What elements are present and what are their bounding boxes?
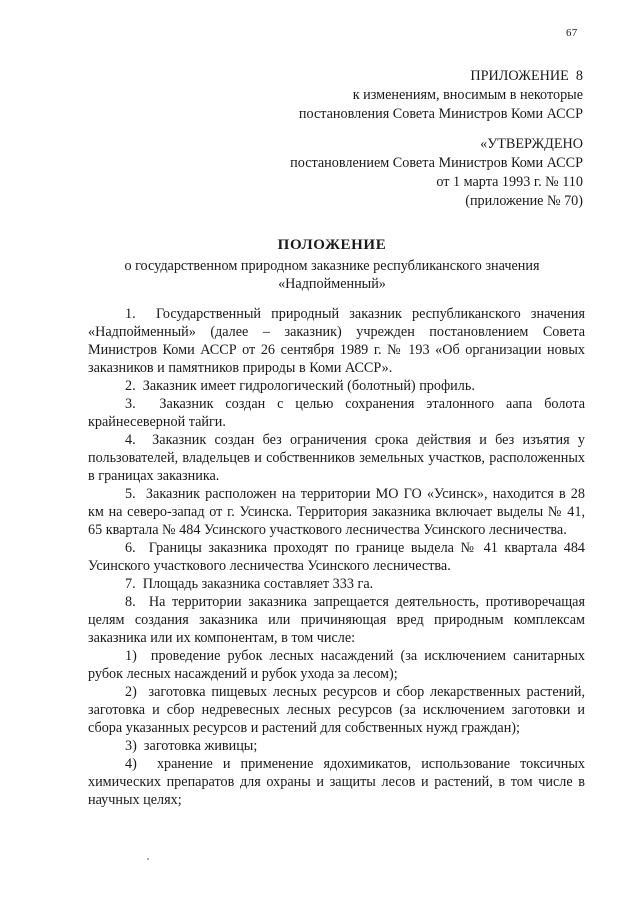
- document-title: ПОЛОЖЕНИЕ: [277, 237, 387, 253]
- paragraph-number: 4.: [125, 432, 136, 448]
- paragraph-text: Границы заказника проходят по границе выдела № 41 квартала 484 Усинского участкового лесничества Усинского лесничества.: [88, 540, 586, 574]
- list-item-number: 4): [125, 756, 137, 772]
- approved-line: (приложение № 70): [465, 193, 583, 209]
- approval-stamp-text: [290, 135, 583, 211]
- paragraph-text: Государственный природный заказник республиканского значения «Надпойменный» (далее – заказник) учрежден постановлением Совета Министров Коми АССР от 26 сентября 1989 г. № 193 «Об организации новых заказников и памятников природы в Коми АССР».: [88, 306, 585, 376]
- subtitle-line: «Надпойменный»: [278, 276, 386, 292]
- paragraph-text: Заказник имеет гидрологический (болотный) профиль.: [142, 378, 475, 394]
- paragraph: [88, 305, 585, 377]
- list-item-number: 3): [125, 738, 137, 754]
- paragraph: [88, 485, 585, 539]
- scan-speck: [147, 858, 149, 860]
- document-subtitle: [0, 257, 640, 293]
- paragraph: [88, 377, 585, 395]
- list-item-text: проведение рубок лесных насаждений (за исключением санитарных рубок лесных насаждений и рубок ухода за лесом);: [88, 648, 586, 682]
- appendix-header: [299, 67, 583, 124]
- list-item-text: заготовка пищевых лесных ресурсов и сбор лекарственных растений, заготовка и сбор недревесных лесных ресурсов (за исключением заготовки и сбора указанных ресурсов и растений для собственных нужд граждан);: [88, 684, 586, 736]
- document-body: [88, 305, 585, 809]
- paragraph-number: 2.: [125, 378, 136, 394]
- paragraph-text: На территории заказника запрещается деятельность, противоречащая целям создания заказника или причиняющая вред природным комплексам заказника или их компонентам, в том числе:: [88, 594, 585, 646]
- list-item-number: 1): [125, 648, 137, 664]
- list-item: [88, 737, 585, 755]
- paragraph-number: 3.: [125, 396, 136, 412]
- paragraph: [88, 395, 585, 431]
- paragraph-text: Заказник создан без ограничения срока действия и без изъятия у пользователей, владельцев и собственников земельных участков, расположенных в границах заказника.: [88, 432, 585, 484]
- list-item: [88, 647, 585, 683]
- approved-line: постановлением Совета Министров Коми АССР: [290, 155, 583, 171]
- paragraph: [88, 575, 585, 593]
- list-item-text: заготовка живицы;: [143, 738, 258, 754]
- paragraph: [88, 593, 585, 647]
- paragraph-text: Заказник расположен на территории МО ГО «Усинск», находится в 28 км на северо-запад от г. Усинска. Территория заказника включает выделы № 41, 65 квартала № 484 Усинского участкового лесничества Усинского лесничества.: [88, 486, 585, 538]
- list-item-number: 2): [125, 684, 137, 700]
- appendix-line: постановления Совета Министров Коми АССР: [298, 106, 583, 122]
- paragraph-number: 6.: [125, 540, 136, 556]
- list-item: [88, 683, 585, 737]
- approved-title: «УТВЕРЖДЕНО: [480, 136, 583, 152]
- appendix-title: ПРИЛОЖЕНИЕ 8: [470, 68, 583, 84]
- approved-line: от 1 марта 1993 г. № 110: [436, 174, 583, 190]
- appendix-line: к изменениям, вносимым в некоторые: [352, 87, 583, 103]
- paragraph-text: Заказник создан с целью сохранения эталонного аапа болота крайнесеверной тайги.: [88, 396, 585, 430]
- paragraph-number: 1.: [125, 306, 136, 322]
- subtitle-line: о государственном природном заказнике республиканского значения: [124, 258, 540, 274]
- paragraph-text: Площадь заказника составляет 333 га.: [142, 576, 374, 592]
- paragraph: [88, 539, 585, 575]
- paragraph-number: 7.: [125, 576, 136, 592]
- list-item-text: хранение и применение ядохимикатов, использование токсичных химических препаратов для охраны и защиты лесов и растений, в том числе в научных целях;: [88, 756, 586, 808]
- page-number: 67: [566, 27, 578, 39]
- list-item: [88, 755, 585, 809]
- paragraph-number: 8.: [125, 594, 136, 610]
- paragraph-number: 5.: [125, 486, 136, 502]
- paragraph: [88, 431, 585, 485]
